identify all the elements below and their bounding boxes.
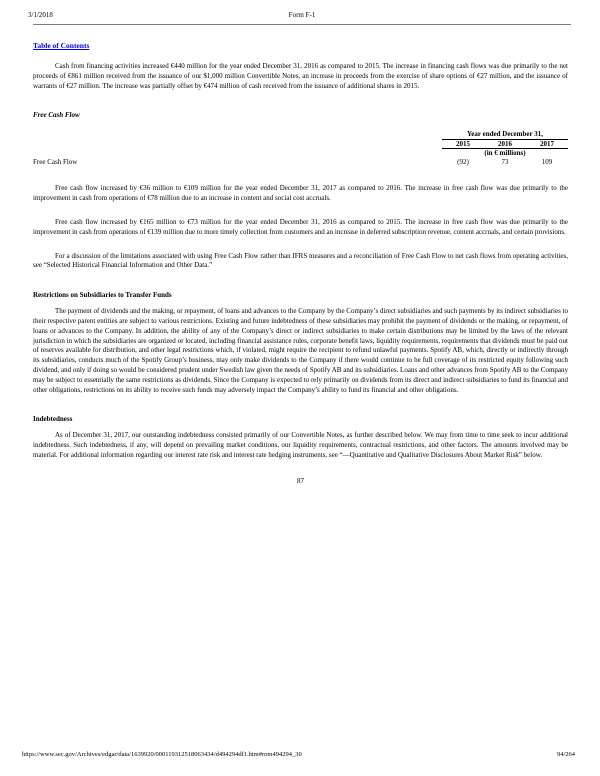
- heading-restrictions: Restrictions on Subsidiaries to Transfer Funds: [33, 291, 172, 300]
- paragraph-fcf-2016: Free cash flow increased by €165 million to €73 million for the year ended December 31, 2016 as compared to 2015. The increase in free cash flow was due primarily to the improvement in cash from operations of €139 million due to more timely collection from customers and an increase in deferred subscription revenue, content accruals, and certain provisions.: [33, 217, 568, 236]
- heading-indebtedness: Indebtedness: [33, 415, 73, 424]
- table-empty-cell: [33, 149, 442, 158]
- heading-free-cash-flow: Free Cash Flow: [33, 111, 80, 120]
- table-row-free-cash-flow: [33, 158, 568, 167]
- table-row-label: Free Cash Flow: [33, 157, 78, 166]
- table-year-2016: 2016: [484, 139, 526, 149]
- free-cash-flow-table: [33, 130, 568, 166]
- paragraph-indebtedness: As of December 31, 2017, our outstanding indebtedness consisted primarily of our Convertible Notes, as further described below. We may from time to time seek to incur additional indebtedness. Such indebtedness, if any, will depend on prevailing market conditions, our liquidity requirements, contractual restrictions, and other factors. The amounts involved may be material. For additional information regarding our interest rate risk and interest rate hedging instruments, see “—Quantitative and Qualitative Disclosures About Market Risk” below.: [33, 431, 568, 459]
- fcf-value-2016: 73: [501, 157, 509, 166]
- table-span-header: Year ended December 31,: [442, 130, 568, 139]
- print-header: [28, 11, 576, 19]
- header-divider: [33, 24, 571, 25]
- print-date: 3/1/2018: [28, 11, 53, 19]
- paragraph-financing-activities: Cash from financing activities increased €440 million for the year ended December 31, 2016 as compared to 2015. The increase in financing cash flows was due primarily to the net proceeds of €861 million received from the issuance of our $1,000 million Convertible Notes, an increase in proceeds from the exercise of share options of €27 million, and the issuance of warrants of €27 million. The increase was partially offset by €474 million of cash received from the issuance of additional shares in 2015.: [33, 62, 568, 90]
- footer-url: https://www.sec.gov/Archives/edgar/data/1639920/000119312518063434/d494294df1.htm#rom494294_30: [22, 751, 302, 758]
- paragraph-fcf-2017: Free cash flow increased by €36 million to €109 million for the year ended December 31, 2017 as compared to 2016. The increase in free cash flow was due primarily to the improvement in cash from operations of €78 million due to an increase in content and social cost accruals.: [33, 184, 568, 203]
- form-title: Form F-1: [288, 11, 316, 19]
- table-row-years: [33, 139, 568, 149]
- table-empty-cell: [33, 139, 442, 149]
- table-row-span-header: [33, 130, 568, 139]
- table-year-2015: 2015: [442, 139, 484, 149]
- table-row-units: [33, 149, 568, 158]
- fcf-value-2015: (92): [457, 157, 469, 166]
- table-unit-note: (in € millions): [484, 149, 526, 158]
- document-body: [33, 62, 568, 485]
- table-year-2017: 2017: [526, 139, 568, 149]
- table-of-contents-link[interactable]: Table of Contents: [33, 41, 90, 50]
- print-footer: [22, 751, 575, 758]
- table-empty-cell: [33, 130, 442, 139]
- page-number: 87: [297, 476, 304, 485]
- paragraph-fcf-discussion: For a discussion of the limitations associated with using Free Cash Flow rather than IFRS measures and a reconciliation of Free Cash Flow to net cash flows from operating activities, see “Selected Historical Financial Information and Other Data.”: [33, 251, 568, 270]
- fcf-value-2017: 109: [541, 157, 553, 166]
- footer-page-indicator: 94/264: [556, 751, 575, 758]
- paragraph-restrictions: The payment of dividends and the making, or repayment, of loans and advances to the Company by the Company’s direct subsidiaries and such payments by its indirect subsidiaries to their respective parent entities are subject to various restrictions. Existing and future indebtedness of these subsidiaries may prohibit the payment of dividends or the making, or repayment, of loans or advances to the Company. In addition, the ability of any of the Company’s direct or indirect subsidiaries to make certain distributions may be limited by the laws of the relevant jurisdiction in which the subsidiaries are organized or located, including financial assistance rules, corporate benefit laws, liquidity requirements, requirements that dividends must be paid out of reserves available for distribution, and other legal restrictions which, if violated, might require the recipient to refund unlawful payments. Spotify AB, which, directly or indirectly through its subsidiaries, conducts much of the Spotify Group’s business, may only make dividends to the Company if there would continue to be full coverage of its restricted equity following such dividend, and only if doing so would be considered prudent under Swedish law given the needs of Spotify AB and its subsidiaries. Loans and other advances from Spotify AB to the Company may be subject to essentially the same restrictions as dividends. Since the Company is expected to rely primarily on dividends from its direct and indirect subsidiaries to fund its financial and other obligations, restrictions on its ability to receive such funds may adversely impact the Company’s ability to fund its financial and other obligations.: [33, 307, 568, 394]
